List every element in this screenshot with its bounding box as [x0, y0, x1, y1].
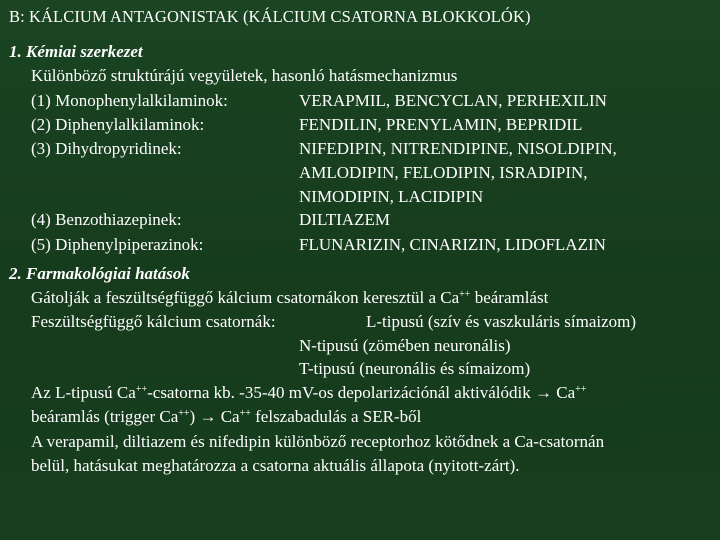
text: Az L-tipusú Ca [31, 383, 136, 402]
channel-n-type: N-tipusú (zömében neuronális) [299, 336, 511, 355]
group-drugs: NIMODIPIN, LACIDIPIN [299, 187, 484, 206]
section1-heading: 1. Kémiai szerkezet [9, 42, 143, 61]
section1-intro: Különböző struktúrájú vegyületek, hasonló hatásmechanizmus [31, 66, 458, 85]
text: beáramlás (trigger Ca [31, 407, 179, 426]
group-label: (5) Diphenylpiperazinok: [31, 235, 204, 254]
group-label: (3) Dihydropyridinek: [31, 139, 182, 158]
group-label: (1) Monophenylalkilaminok: [31, 91, 228, 110]
superscript: ++ [459, 289, 471, 300]
text: Ca [216, 407, 240, 426]
section2-heading: 2. Farmakológiai hatások [9, 264, 190, 283]
channels-label: Feszültségfüggő kálcium csatornák: [31, 312, 276, 331]
effect-line-5 [31, 383, 586, 403]
group-drugs: DILTIAZEM [299, 210, 390, 229]
effect-line-6 [31, 407, 421, 427]
group-label: (4) Benzothiazepinek: [31, 210, 182, 229]
group-drugs: AMLODIPIN, FELODIPIN, ISRADIPIN, [299, 163, 588, 182]
effect-line-1 [31, 288, 548, 308]
group-drugs: NIFEDIPIN, NITRENDIPINE, NISOLDIPIN, [299, 139, 617, 158]
arrow-icon: → [535, 383, 553, 402]
text: beáramlást [470, 288, 549, 307]
slide-title: B: KÁLCIUM ANTAGONISTAK (KÁLCIUM CSATORNA BLOKKOLÓK) [9, 7, 531, 26]
text: Gátolják a feszültségfüggő kálcium csatornákon keresztül a Ca [31, 288, 460, 307]
superscript: ++ [239, 408, 251, 419]
superscript: ++ [575, 384, 587, 395]
text: Ca [552, 383, 576, 402]
text: ) [189, 407, 200, 426]
effect-line-8: belül, hatásukat meghatározza a csatorna aktuális állapota (nyitott-zárt). [31, 456, 520, 475]
superscript: ++ [135, 384, 148, 395]
text: felszabadulás a SER-ből [250, 407, 422, 426]
arrow-icon: → [199, 407, 217, 426]
superscript: ++ [178, 408, 190, 419]
effect-line-7: A verapamil, diltiazem és nifedipin különböző receptorhoz kötődnek a Ca-csatornán [31, 432, 605, 451]
channel-t-type: T-tipusú (neuronális és símaizom) [299, 359, 531, 378]
group-drugs: VERAPMIL, BENCYCLAN, PERHEXILIN [299, 91, 607, 110]
text: -csatorna kb. -35-40 mV-os depolarizációnál aktiválódik [147, 383, 536, 402]
group-drugs: FENDILIN, PRENYLAMIN, BEPRIDIL [299, 115, 583, 134]
channel-l-type: L-tipusú (szív és vaszkuláris símaizom) [366, 312, 637, 331]
group-label: (2) Diphenylalkilaminok: [31, 115, 205, 134]
group-drugs: FLUNARIZIN, CINARIZIN, LIDOFLAZIN [299, 235, 606, 254]
